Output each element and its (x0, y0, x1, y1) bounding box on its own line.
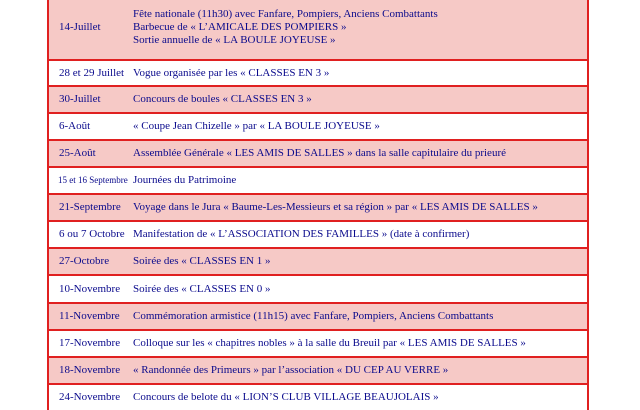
event-line: Colloque sur les « chapitres nobles » à la salle du Breuil par « LES AMIS DE SALLES » (133, 337, 526, 349)
table-row (49, 0, 587, 59)
event-line: Commémoration armistice (11h15) avec Fanfare, Pompiers, Anciens Combattants (133, 310, 494, 322)
event-line: Voyage dans le Jura « Baume-Les-Messieurs et sa région » par « LES AMIS DE SALLES » (133, 201, 538, 213)
event-date: 6-Août (59, 120, 91, 132)
event-date: 18-Novembre (59, 364, 121, 376)
event-description (133, 8, 587, 47)
event-description (133, 337, 587, 350)
event-description (133, 255, 587, 268)
event-date: 24-Novembre (59, 391, 121, 403)
event-line: Soirée des « CLASSES EN 0 » (133, 282, 271, 295)
table-row (49, 59, 587, 85)
event-date: 11-Novembre (59, 310, 120, 322)
event-line: Journées du Patrimoine (133, 174, 237, 186)
table-row (49, 85, 587, 112)
event-description (133, 391, 587, 404)
event-date: 6 ou 7 Octobre (59, 228, 125, 240)
event-description (133, 120, 587, 133)
event-line: Sortie annuelle de « LA BOULE JOYEUSE » (133, 34, 336, 46)
event-line: Manifestation de « L’ASSOCIATION DES FAMILLES » (date à confirmer) (133, 228, 470, 240)
table-row (49, 356, 587, 383)
event-date: 25-Août (59, 147, 96, 159)
event-line: « Coupe Jean Chizelle » par « LA BOULE JOYEUSE » (133, 120, 380, 132)
event-line: Concours de boules « CLASSES EN 3 » (133, 93, 312, 105)
event-description (133, 228, 587, 241)
table-row (49, 329, 587, 356)
event-description (133, 93, 587, 106)
events-table (47, 0, 589, 410)
event-line: Barbecue de « L’AMICALE DES POMPIERS » (133, 21, 347, 33)
event-date: 17-Novembre (59, 337, 121, 349)
event-date: 21-Septembre (59, 201, 121, 213)
event-date: 27-Octobre (59, 255, 110, 267)
table-row (49, 274, 587, 302)
table-row (49, 383, 587, 410)
event-line: Assemblée Générale « LES AMIS DE SALLES » dans la salle capitulaire du prieuré (133, 147, 506, 159)
table-row (49, 302, 587, 329)
event-line: Soirée des « CLASSES EN 1 » (133, 255, 271, 267)
event-date: 30-Juillet (59, 93, 101, 105)
event-line: « Randonnée des Primeurs » par l’association « DU CEP AU VERRE » (133, 364, 449, 376)
event-description (133, 67, 587, 80)
event-line: Concours de belote du « LION’S CLUB VILLAGE BEAUJOLAIS » (133, 391, 439, 403)
event-date: 28 et 29 Juillet (59, 66, 125, 79)
event-line: Vogue organisée par les « CLASSES EN 3 » (133, 66, 330, 79)
event-date: 14-Juillet (59, 21, 101, 33)
event-description (133, 283, 587, 296)
table-row (49, 139, 587, 166)
event-description (133, 174, 587, 187)
event-date: 15 et 16 Septembre (58, 175, 128, 185)
table-row (49, 247, 587, 274)
event-description (133, 364, 587, 377)
table-row (49, 112, 587, 139)
event-line: Fête nationale (11h30) avec Fanfare, Pompiers, Anciens Combattants (133, 8, 438, 20)
event-description (133, 310, 587, 323)
event-description (133, 147, 587, 160)
table-row (49, 166, 587, 193)
event-date: 10-Novembre (59, 282, 121, 295)
table-row (49, 193, 587, 220)
event-description (133, 201, 587, 214)
table-row (49, 220, 587, 247)
